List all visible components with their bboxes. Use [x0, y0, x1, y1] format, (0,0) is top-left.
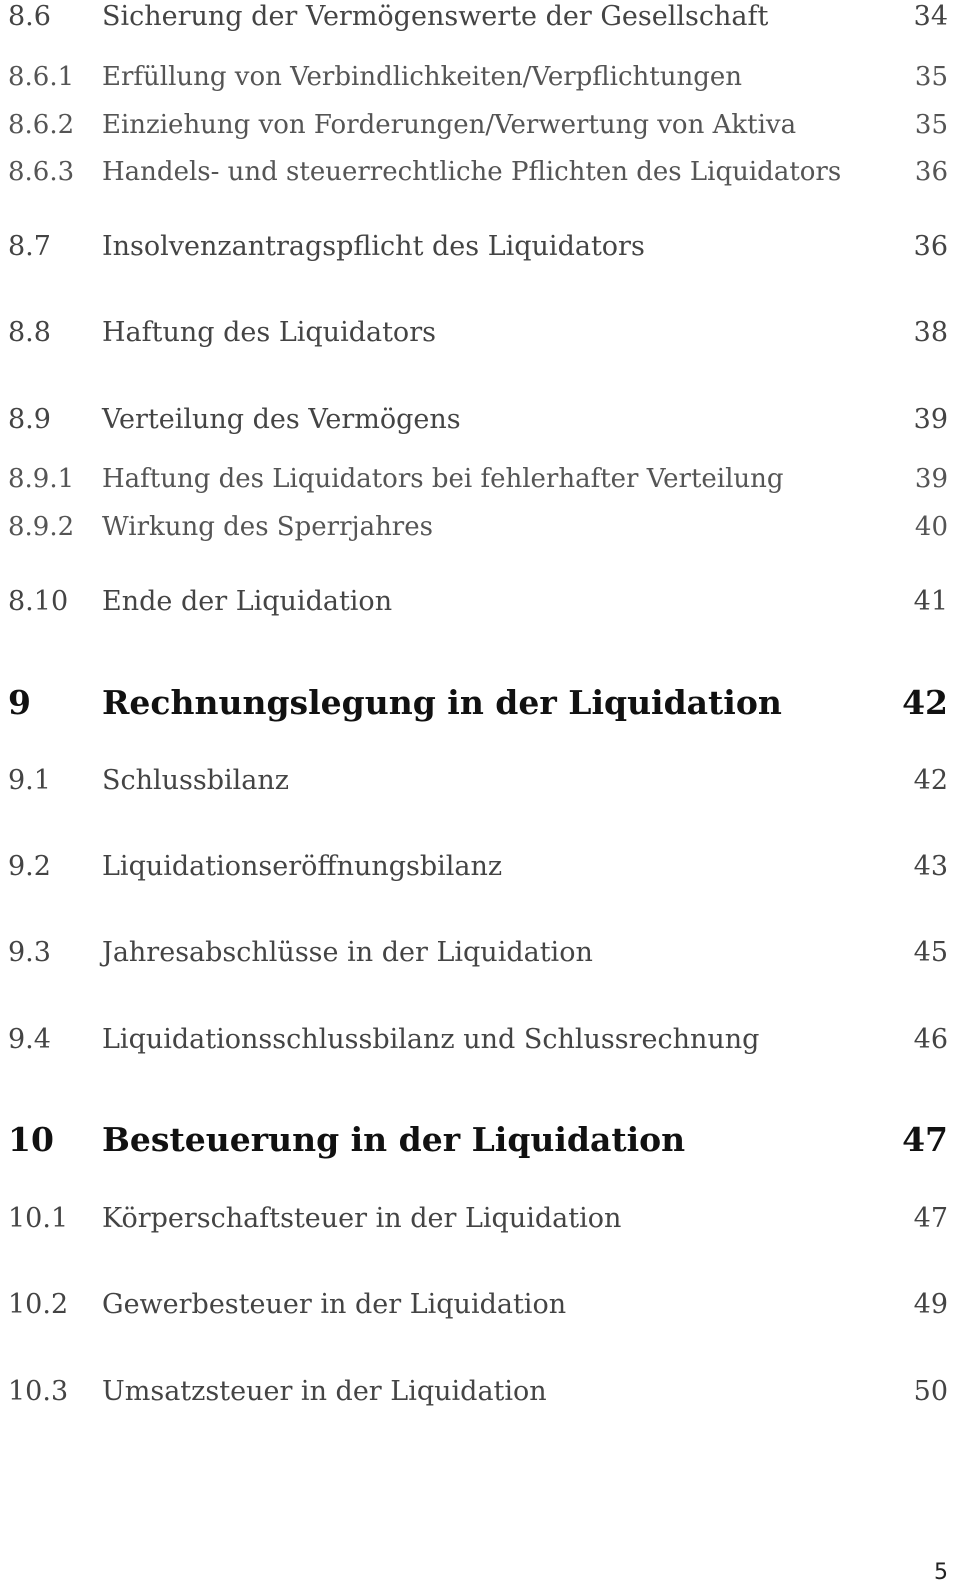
toc-entry-number: 8.9.1 [8, 464, 75, 494]
toc-entry [8, 313, 948, 353]
toc-entry [8, 1020, 948, 1060]
toc-entry-page: 35 [914, 62, 948, 92]
toc-entry-number: 9.2 [8, 851, 51, 882]
toc-entry-title: Handels- und steuerrechtliche Pflichten des Liquidators [102, 157, 842, 187]
toc-entry-title: Rechnungslegung in der Liquidation [102, 683, 782, 722]
toc-entry-page: 46 [913, 1024, 948, 1055]
toc-entry-page: 41 [913, 586, 948, 617]
page-number: 5 [934, 1560, 948, 1585]
toc-entry [8, 0, 948, 37]
toc-entry-number: 8.9.2 [8, 512, 75, 542]
toc-entry-number: 8.6.2 [8, 110, 75, 140]
toc-entry-title: Umsatzsteuer in der Liquidation [102, 1376, 547, 1407]
toc-entry-number: 8.9 [8, 404, 51, 435]
toc-entry-number: 8.6.3 [8, 157, 75, 187]
toc-entry-number: 9.4 [8, 1024, 51, 1055]
toc-entry-title: Gewerbesteuer in der Liquidation [102, 1289, 567, 1320]
toc-entry [8, 1372, 948, 1412]
toc-entry [8, 847, 948, 887]
toc-entry-page: 42 [902, 683, 948, 722]
toc-entry-title: Jahresabschlüsse in der Liquidation [102, 937, 593, 968]
toc-entry-title: Liquidationsschlussbilanz und Schlussrechnung [102, 1024, 760, 1055]
toc-entry-page: 36 [914, 157, 948, 187]
toc-entry-title: Wirkung des Sperrjahres [102, 512, 433, 542]
toc-entry-title: Insolvenzantragspflicht des Liquidators [102, 231, 645, 262]
toc-entry-title: Verteilung des Vermögens [102, 404, 461, 435]
toc-entry-page: 38 [913, 317, 948, 348]
toc-entry-number: 9 [8, 683, 31, 722]
toc-entry-title: Haftung des Liquidators [102, 317, 436, 348]
toc-entry [8, 227, 948, 267]
toc-entry-page: 35 [914, 110, 948, 140]
toc-entry [8, 933, 948, 973]
toc-entry-page: 39 [914, 464, 948, 494]
toc-entry-number: 10.1 [8, 1203, 69, 1234]
toc-entry-title: Haftung des Liquidators bei fehlerhafter Verteilung [102, 464, 784, 494]
toc-entry [8, 57, 948, 97]
toc-entry-page: 40 [914, 512, 948, 542]
toc-entry-title: Körperschaftsteuer in der Liquidation [102, 1203, 622, 1234]
toc-entry-page: 49 [913, 1289, 948, 1320]
toc-entry-title: Erfüllung von Verbindlichkeiten/Verpflichtungen [102, 62, 742, 92]
toc-entry-title: Ende der Liquidation [102, 586, 393, 617]
toc-entry-page: 47 [902, 1120, 948, 1159]
toc-entry-number: 8.7 [8, 231, 51, 262]
toc-entry-number: 8.6 [8, 1, 51, 32]
toc-entry-number: 9.3 [8, 937, 51, 968]
toc-entry-page: 50 [913, 1376, 948, 1407]
toc-entry [8, 507, 948, 547]
toc-entry-page: 45 [913, 937, 948, 968]
toc-entry-title: Liquidationseröffnungsbilanz [102, 851, 503, 882]
toc-chapter-entry [8, 683, 948, 723]
toc-entry-page: 34 [913, 1, 948, 32]
toc-entry [8, 105, 948, 145]
toc-entry-number: 10.3 [8, 1376, 69, 1407]
toc-entry-page: 36 [913, 231, 948, 262]
toc-entry-title: Besteuerung in der Liquidation [102, 1120, 686, 1159]
toc-entry [8, 152, 948, 192]
toc-entry [8, 1199, 948, 1239]
toc-entry-number: 8.10 [8, 586, 69, 617]
toc-entry [8, 1285, 948, 1325]
toc-entry-page: 42 [913, 765, 948, 796]
toc-entry-title: Einziehung von Forderungen/Verwertung von Aktiva [102, 110, 797, 140]
toc-entry-number: 10 [8, 1120, 54, 1159]
toc-entry [8, 400, 948, 440]
toc-entry-number: 8.8 [8, 317, 51, 348]
toc-entry-title: Schlussbilanz [102, 765, 290, 796]
toc-entry-page: 39 [913, 404, 948, 435]
toc-entry-page: 47 [913, 1203, 948, 1234]
toc-entry-number: 9.1 [8, 765, 51, 796]
toc-entry-number: 10.2 [8, 1289, 69, 1320]
toc-entry [8, 459, 948, 499]
toc-entry-title: Sicherung der Vermögenswerte der Gesellschaft [102, 1, 769, 32]
toc-entry [8, 582, 948, 622]
toc-entry [8, 761, 948, 801]
toc-entry-number: 8.6.1 [8, 62, 75, 92]
toc-chapter-entry [8, 1120, 948, 1160]
toc-entry-page: 43 [913, 851, 948, 882]
